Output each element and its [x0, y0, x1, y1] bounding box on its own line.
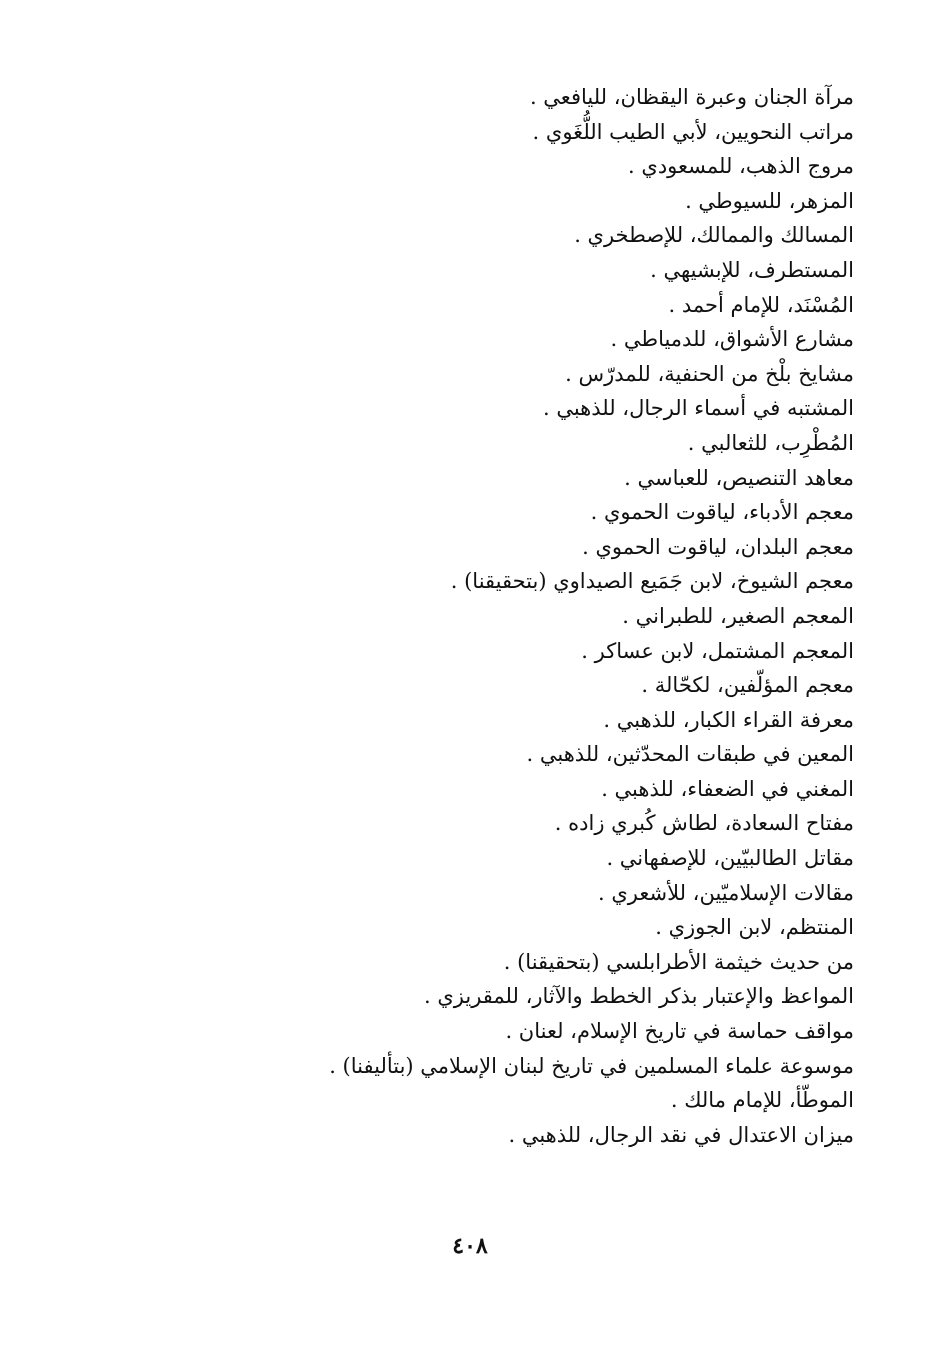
list-item: المنتظم، لابن الجوزي . — [655, 915, 854, 940]
list-item: معجم المؤلّفين، لكحّالة . — [641, 673, 854, 698]
list-item: المغني في الضعفاء، للذهبي . — [601, 776, 854, 801]
bibliography-list — [329, 80, 854, 1152]
list-item: من حديث خيثمة الأطرابلسي (بتحقيقنا) . — [503, 949, 854, 974]
list-item: موسوعة علماء المسلمين في تاريخ لبنان الإسلامي (بتأليفنا) . — [329, 1053, 854, 1078]
list-item: المواعظ والإعتبار بذكر الخطط والآثار، للمقريزي . — [423, 984, 854, 1009]
list-item: المسالك والممالك، للإصطخري . — [574, 223, 854, 248]
list-item: الموطّأ، للإمام مالك . — [670, 1088, 854, 1113]
list-item: المزهر، للسيوطي . — [685, 188, 854, 213]
list-item: معرفة القراء الكبار، للذهبي . — [603, 707, 854, 732]
list-item: المستطرف، للإبشيهي . — [650, 257, 854, 282]
list-item: المشتبه في أسماء الرجال، للذهبي . — [542, 396, 854, 421]
list-item: معاهد التنصيص، للعباسي . — [624, 465, 854, 490]
list-item: معجم البلدان، لياقوت الحموي . — [582, 534, 854, 559]
page-number: ٤٠٨ — [452, 1233, 488, 1259]
list-item: مفتاح السعادة، لطاش كُبري زاده . — [554, 811, 854, 836]
list-item: مواقف حماسة في تاريخ الإسلام، لعنان . — [505, 1019, 854, 1044]
list-item: معجم الشيوخ، لابن جَمَيع الصيداوي (بتحقيقنا) . — [450, 569, 854, 594]
list-item: مراتب النحويين، لأبي الطيب اللُّغَوي . — [532, 119, 854, 144]
list-item: المعجم المشتمل، لابن عساكر . — [581, 638, 854, 663]
list-item: المُطْرِب، للثعالبي . — [687, 430, 854, 455]
list-item: مروج الذهب، للمسعودي . — [628, 154, 854, 179]
list-item: مشايخ بلْخ من الحنفية، للمدرّس . — [565, 361, 854, 386]
list-item: مقالات الإسلاميّين، للأشعري . — [597, 880, 854, 905]
list-item: معجم الأدباء، لياقوت الحموي . — [590, 500, 854, 525]
list-item: مرآة الجنان وعبرة اليقظان، لليافعي . — [529, 85, 854, 109]
list-item: مشارع الأشواق، للدمياطي . — [610, 327, 854, 352]
list-item: المُسْنَد، للإمام أحمد . — [668, 292, 854, 317]
list-item: مقاتل الطالبيّين، للإصفهاني . — [606, 846, 854, 871]
list-item: المعجم الصغير، للطبراني . — [622, 603, 854, 628]
list-item: المعين في طبقات المحدّثين، للذهبي . — [526, 742, 854, 767]
list-item: ميزان الاعتدال في نقد الرجال، للذهبي . — [508, 1122, 854, 1147]
